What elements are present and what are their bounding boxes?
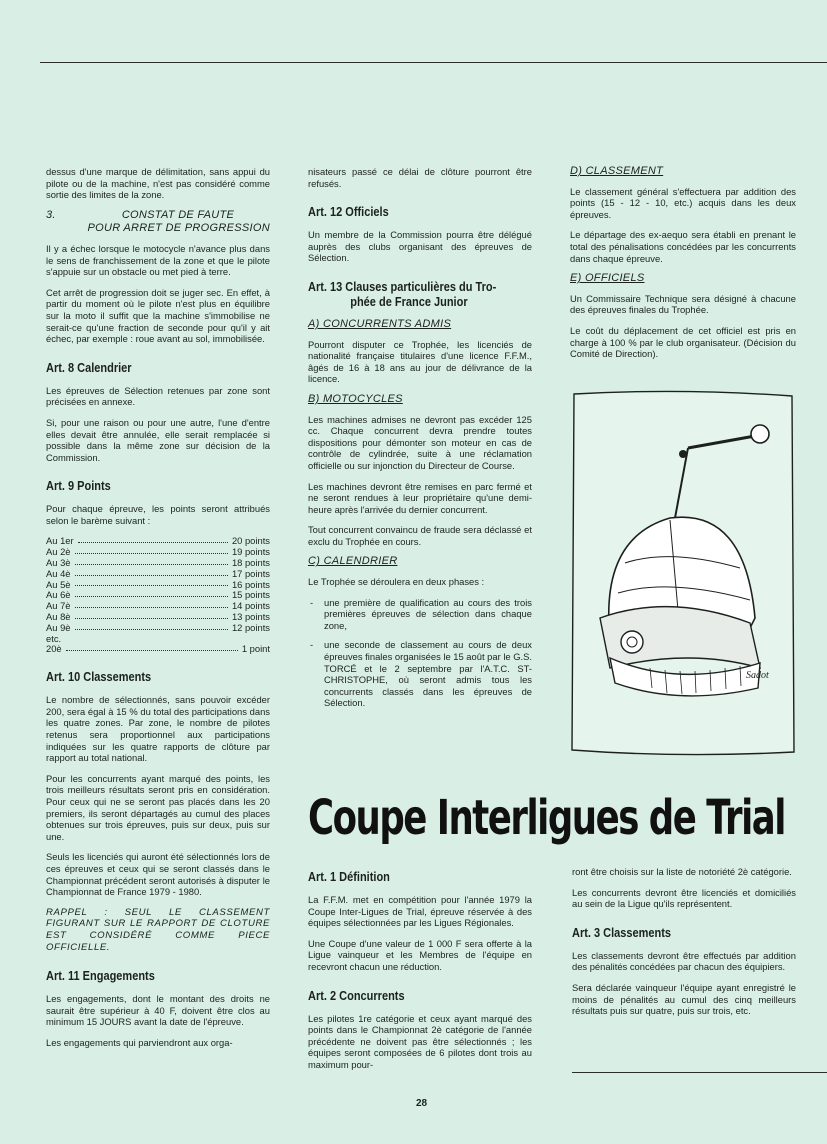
subsection-d-p2: Le départage des ex-aequo sera établi en prenant le total des pénalisations concédées par les concurrents dans chaque épreuve. <box>570 229 796 264</box>
bottom-rule <box>572 1072 827 1073</box>
coupe-right-p2: Les concurrents devront être licenciés et domiciliés au sein de la Ligue qu'ils représentent. <box>572 886 796 910</box>
column-2 <box>308 166 532 717</box>
top-rule <box>40 62 827 63</box>
subsection-e-title: E) OFFICIELS <box>570 272 645 285</box>
points-etc: etc. <box>46 632 62 644</box>
section3-title-1: CONSTAT DE FAUTE <box>121 208 235 221</box>
subsection-a-title: A) CONCURRENTS ADMIS <box>308 317 452 330</box>
illustration-signature: Sadot <box>746 670 769 681</box>
points-row: Au 8è 13 points <box>46 611 270 623</box>
art10-p3: Seuls les licenciés qui auront été sélectionnés lors de ces épreuves et ceux qui se seront classés dans le Championnat précédent seront autorisés à disputer le Championnat de France 1979 - 1980. <box>46 851 270 898</box>
subsection-a-p1: Pourront disputer ce Trophée, les licenciés de nationalité française titulaires d'une licence F.F.M., âgés de 16 à 18 ans au jour de délivrance de la licence. <box>308 338 532 385</box>
phase-list <box>308 597 532 709</box>
coupe-art2-title: Art. 2 Concurrents <box>308 988 405 1003</box>
art8-p1: Les épreuves de Sélection retenues par zone sont précisées en annexe. <box>46 384 270 408</box>
section3-title-2: POUR ARRET DE PROGRESSION <box>87 222 270 235</box>
coupe-art3-title: Art. 3 Classements <box>572 925 672 940</box>
subsection-c-title: C) CALENDRIER <box>308 555 398 568</box>
art10-p1: Le nombre de sélectionnés, sans pouvoir excéder 200, sera égal à 15 % du total des participations dans les quatre zones. Par zone, le nombre de pilotes retenus sera proportionnel aux participations indiquées sur les quatre rapports de clôture par rapport au total national. <box>46 694 270 764</box>
coupe-right-p1: ront être choisis sur la liste de notoriété 2è catégorie. <box>572 866 792 877</box>
art11-title: Art. 11 Engagements <box>46 969 155 984</box>
art12-title: Art. 12 Officiels <box>308 205 389 220</box>
points-row-last: 20è 1 point <box>46 643 270 655</box>
art10-reminder: RAPPEL : SEUL LE CLASSEMENT FIGURANT SUR LE RAPPORT DE CLOTURE EST CONSIDÉRÉ COMME PIECE OFFICIELLE. <box>46 906 270 953</box>
coupe-art1-p2: Une Coupe d'une valeur de 1 000 F sera offerte à la Ligue vainqueur et les Membres de l'équipe en recevront chacun une réduction. <box>308 937 532 972</box>
art10-p2: Pour les concurrents ayant marqué des points, les trois meilleurs résultats seront pris en considération. Pour ceux qui ne se seront pas placés dans les 20 premiers, ils seront départagés au cumul des places obtenues sur trois épreuves, puis sur deux, puis sur une. <box>46 772 270 842</box>
subsection-b-p3: Tout concurrent convaincu de fraude sera déclassé et exclu du Trophée en cours. <box>308 524 532 547</box>
coupe-art3-p1: Les classements devront être effectués par addition des pénalités concédées par chacun des équipiers. <box>572 949 796 973</box>
phase-item: - une seconde de classement au cours de deux épreuves finales organisées le 15 août par le G.S. TORCÉ et le 2 septembre par l'A.T.C. ST-CHRISTOPHE, où seront admis tous les concurrents classés dans les épreuves de Sélection. <box>324 639 532 709</box>
subsection-d-title: D) CLASSEMENT <box>570 165 664 177</box>
phase-item: - une première de qualification au cours des trois premières épreuves de sélection dans chaque zone, <box>324 597 532 632</box>
section3-p1: Il y a échec lorsque le motocycle n'avance plus dans le sens de franchissement de la zone et que le pilote s'appuie sur un obstacle ou met pied à terre. <box>46 242 270 278</box>
art9-title: Art. 9 Points <box>46 479 111 494</box>
coupe-art3-p2: Sera déclarée vainqueur l'équipe ayant enregistré le moins de pénalités au cumul des cinq meilleurs résultats puis sur quatre, puis sur trois, etc. <box>572 981 796 1017</box>
points-row: Au 2è 19 points <box>46 546 270 558</box>
section3-number: 3. <box>46 208 56 221</box>
points-row: Au 5è 16 points <box>46 578 270 590</box>
subsection-c-p1: Le Trophée se déroulera en deux phases : <box>308 576 485 588</box>
art8-p2: Si, pour une raison ou pour une autre, l'une d'entre elles devait être annulée, elle serait remplacée si possible dans la même zone sur décision de la Commission. <box>46 416 270 463</box>
points-row: Au 1er 20 points <box>46 535 270 547</box>
subsection-b-p1: Les machines admises ne devront pas excéder 125 cc. Chaque concurrent devra prendre toutes dispositions pour démonter son moteur en cas de contrôle de cylindrée, suite à une réclamation officielle ou sur injonction du Directeur de Course. <box>308 413 532 471</box>
art10-title: Art. 10 Classements <box>46 670 152 685</box>
subsection-b-title: B) MOTOCYCLES <box>308 392 403 405</box>
section3-p2: Cet arrêt de progression doit se juger sec. En effet, à partir du moment où le pilote n'est plus en équilibre sur la moto il suffit que la machine s'immobilise ne serait-ce qu'une fraction de seconde pour qu'il y ait échec, par exemple : roue avant au sol, immobilisée. <box>46 286 270 345</box>
col2-intro: nisateurs passé ce délai de clôture pourront être refusés. <box>308 166 532 189</box>
points-row: Au 9è 12 points <box>46 621 270 633</box>
coupe-banner: Coupe Interligues de Trial <box>308 790 785 846</box>
art12-p1: Un membre de la Commission pourra être délégué auprès des clubs organisant des épreuves de Sélection. <box>308 229 532 264</box>
coupe-art2-p1: Les pilotes 1re catégorie et ceux ayant marqué des points dans le Championnat 2è catégorie de l'année précédente ne doivent pas être sélectionnés ; les équipes seront composées de 6 pilotes dont trois au maximum pour- <box>308 1012 532 1070</box>
column-1 <box>46 166 270 1057</box>
art8-title: Art. 8 Calendrier <box>46 360 132 375</box>
col1-intro: dessus d'une marque de délimitation, sans appui du pilote ou de la machine, n'est pas considéré comme sortie des limites de la zone. <box>46 166 270 201</box>
points-row: Au 6è 15 points <box>46 589 270 601</box>
points-row: Au 7è 14 points <box>46 600 270 612</box>
page-number: 28 <box>416 1098 428 1109</box>
art11-p1: Les engagements, dont le montant des droits ne saurait être supérieur à 40 F, doivent être clos au minimum 15 JOURS avant la date de l'épreuve. <box>46 993 270 1028</box>
subsection-e-p2: Le coût du déplacement de cet officiel est pris en charge à 100 % par le club organisateur. (Décision du Comité de Direction). <box>570 324 796 360</box>
art13-title-2: phée de France Junior <box>350 294 468 309</box>
points-row: Au 3è 18 points <box>46 557 270 569</box>
points-row: Au 4è 17 points <box>46 567 270 579</box>
coupe-left-column <box>308 854 532 1080</box>
helmet-drawing <box>570 388 796 758</box>
coupe-art1-p1: La F.F.M. met en compétition pour l'année 1979 la Coupe Inter-Ligues de Trial, épreuve réservée à des équipes sélectionnées par les Ligues Régionales. <box>308 894 532 929</box>
coupe-art1-title: Art. 1 Définition <box>308 870 390 884</box>
art9-p1: Pour chaque épreuve, les points seront attribués selon le barème suivant : <box>46 503 270 526</box>
subsection-d-p1: Le classement général s'effectuera par addition des points (15 - 12 - 10, etc.) acquis dans les deux épreuves. <box>570 185 796 220</box>
subsection-b-p2: Les machines devront être remises en parc fermé et ne seront rendues à leur propriétaire qu'une demi-heure après l'arrivée du dernier concurrent. <box>308 480 532 515</box>
column-3 <box>570 166 796 369</box>
coupe-right-column <box>572 866 796 1026</box>
art11-p2: Les engagements qui parviendront aux orga- <box>46 1036 233 1048</box>
subsection-e-p1: Un Commissaire Technique sera désigné à chacune des épreuves finales du Trophée. <box>570 292 796 316</box>
art13-title-1: Art. 13 Clauses particulières du Tro- <box>308 279 497 294</box>
helmet-illustration <box>570 388 796 758</box>
points-table <box>46 535 270 654</box>
